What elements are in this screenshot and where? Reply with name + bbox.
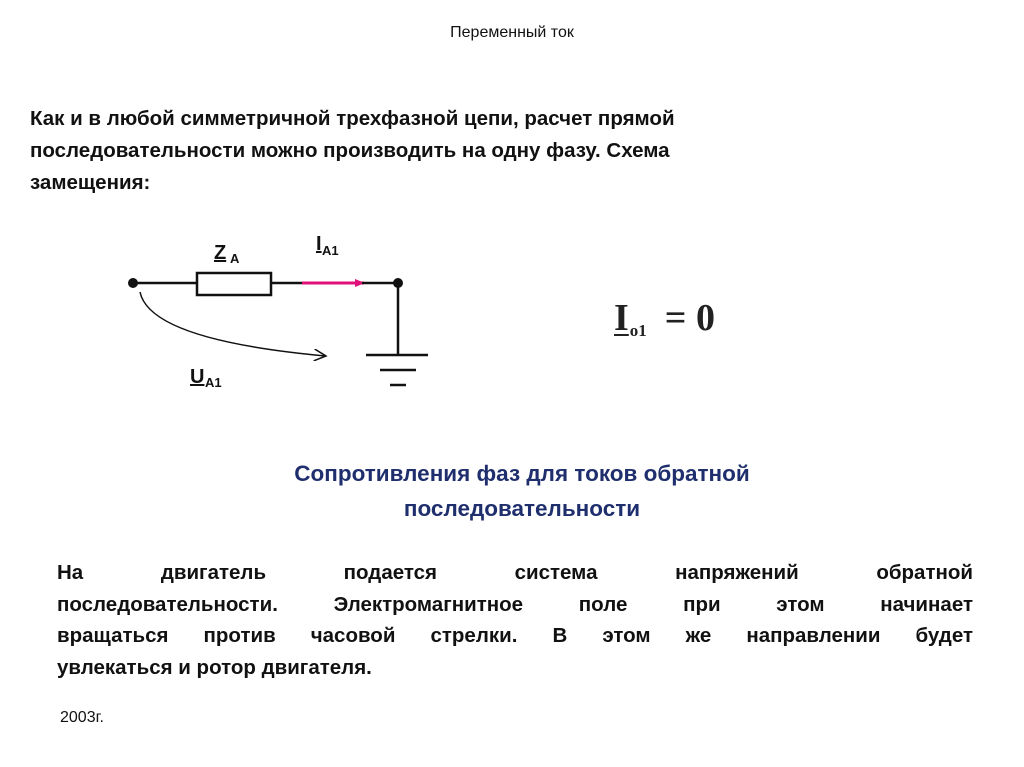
paragraph-line: вращаться против часовой стрелки. В этом же направлении будет <box>57 624 973 647</box>
voltage-label <box>190 366 222 390</box>
body-paragraph <box>57 557 973 683</box>
intro-line: последовательности можно производить на одну фазу. Схема <box>30 139 670 162</box>
impedance-label-sub: A <box>230 251 240 266</box>
section-title-line: последовательности <box>403 496 641 521</box>
voltage-arrow <box>140 292 326 356</box>
ground-symbol <box>366 355 428 385</box>
paragraph-line: На двигатель подается система напряжений обратной <box>57 561 973 584</box>
impedance-label <box>214 242 240 266</box>
impedance-resistor <box>197 273 271 295</box>
intro-line: Как и в любой симметричной трехфазной цепи, расчет прямой <box>30 107 675 130</box>
zero-sequence-equation <box>614 296 715 341</box>
equation-symbol: I <box>614 297 629 339</box>
intro-line: замещения: <box>30 171 151 194</box>
section-title <box>0 456 1024 526</box>
footer-year: 2003г. <box>60 709 104 726</box>
equation-subscript: o1 <box>629 321 647 340</box>
page-header: Переменный ток <box>450 24 574 41</box>
current-label-sub: A1 <box>322 243 339 258</box>
section-title-line: Сопротивления фаз для токов обратной <box>294 461 750 486</box>
paragraph-line: увлекаться и ротор двигателя. <box>57 655 372 679</box>
current-label <box>316 233 339 258</box>
paragraph-line: последовательности. Электромагнитное поле при этом начинает <box>57 592 973 616</box>
current-label-main: I <box>316 233 322 255</box>
equation-rest: = 0 <box>664 297 715 339</box>
voltage-label-main: U <box>190 366 205 388</box>
impedance-label-main: Z <box>214 242 227 264</box>
voltage-label-sub: A1 <box>205 375 222 390</box>
